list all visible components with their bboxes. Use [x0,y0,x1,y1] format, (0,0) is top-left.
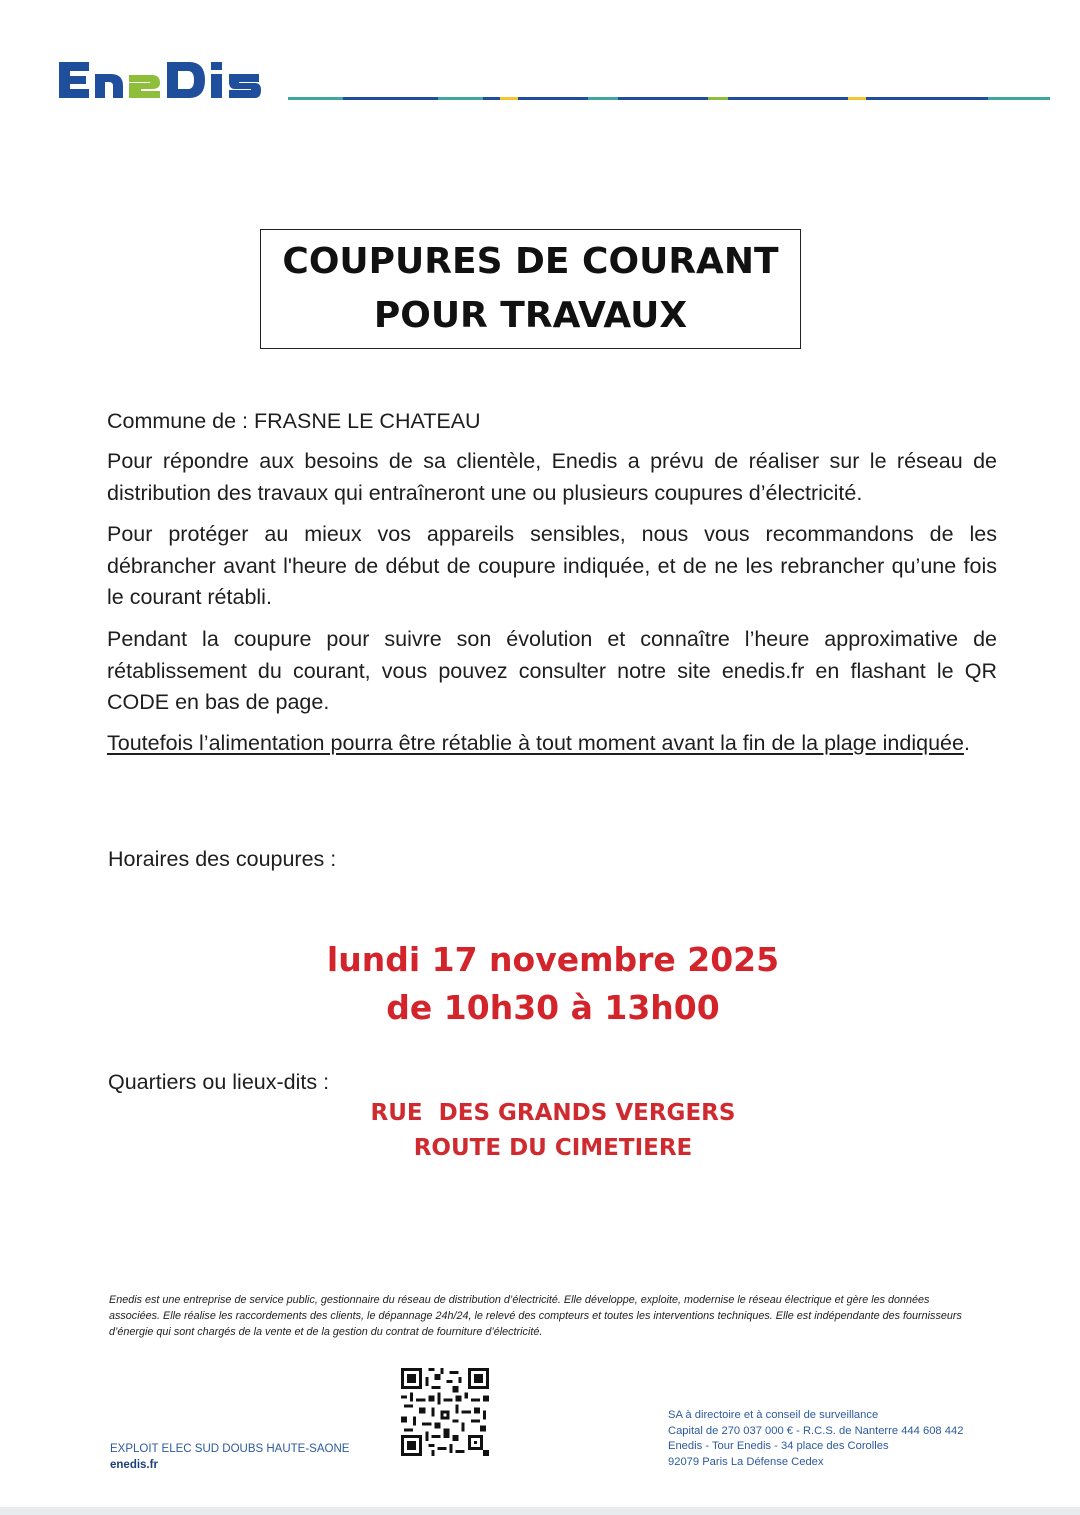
schedule-date: lundi 17 novembre 2025 [326,940,780,979]
legal-line: SA à directoire et à conseil de surveillance [668,1409,879,1421]
footer-legal [668,1408,963,1470]
locations-label: Quartiers ou lieux-dits : [108,1070,330,1094]
legal-line: 92079 Paris La Défense Cedex [668,1455,824,1468]
footer-disclaimer: Enedis est une entreprise de service public, gestionnaire du réseau de distribution d’électricité. Elle développe, exploite, modernise le réseau électrique et gère les données associées. Elle réalise les raccordements des clients, le dépannage 24h/24, le relevé des compteurs et toutes les interventions techniques. Elle est indépendante des fournisseurs d’énergie qui sont chargés de la vente et de la gestion du contrat de fourniture d’électricité. [109,1294,962,1338]
commune-text: Commune de : FRASNE LE CHATEAU [107,409,481,433]
paragraph-1 [107,446,997,509]
paragraph-3-text: Pendant la coupure pour suivre son évolution et connaître l’heure approximative de rétablissement du courant, vous pouvez consulter notre site enedis.fr en flashant le QR CODE en bas de page. [107,627,997,714]
location-item: ROUTE DU CIMETIERE [413,1135,693,1161]
qr-code[interactable] [400,1368,490,1456]
paragraph-4-text [107,728,997,760]
enedis-logo [55,52,285,108]
legal-line: Enedis - Tour Enedis - 34 place des Corolles [668,1440,889,1452]
title-box [260,229,801,349]
location-item: RUE DES GRANDS VERGERS [370,1100,736,1126]
schedule-label: Horaires des coupures : [108,847,337,871]
paragraph-1-text: Pour répondre aux besoins de sa clientèle, Enedis a prévu de réaliser sur le réseau de distribution des travaux qui entraîneront une ou plusieurs coupures d’électricité. [107,449,997,505]
title-line-2: POUR TRAVAUX [373,295,688,336]
legal-line: Capital de 270 037 000 € - R.C.S. de Nanterre 444 608 442 [668,1424,964,1437]
paragraph-4 [107,728,997,760]
header-divider [288,95,1050,103]
paragraph-2 [107,519,997,614]
commune-line [107,406,997,438]
paragraph-4-end: . [963,731,970,755]
title-line-1: COUPURES DE COURANT [282,241,779,282]
paragraph-4-underlined: Toutefois l’alimentation pourra être rétablie à tout moment avant la fin de la plage indiquée [107,731,964,755]
paragraph-2-text: Pour protéger au mieux vos appareils sensibles, nous vous recommandons de les débrancher avant l'heure de début de coupure indiquée, et de ne les rebrancher qu’une fois le courant rétabli. [107,522,997,609]
scan-edge [0,1507,1080,1515]
footer-website-link[interactable]: enedis.fr [110,1459,158,1471]
paragraph-3 [107,624,997,719]
footer-left [110,1441,349,1473]
footer-unit: EXPLOIT ELEC SUD DOUBS HAUTE-SAONE [110,1443,350,1455]
schedule-time: de 10h30 à 13h00 [386,988,720,1027]
